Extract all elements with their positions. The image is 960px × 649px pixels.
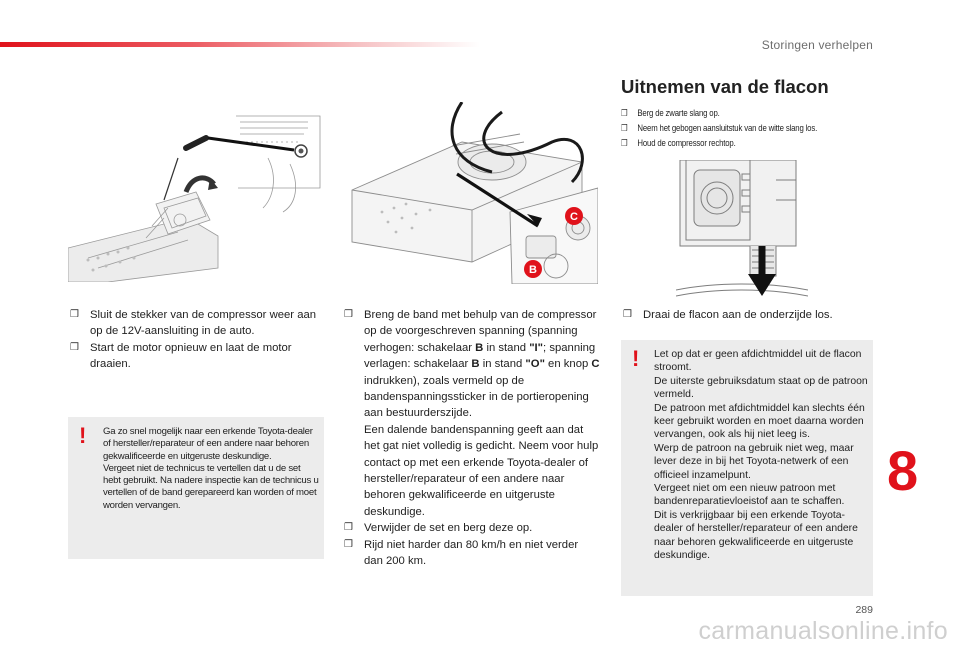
square-bullet-icon: ❒	[344, 522, 353, 534]
warning-box-sealant	[621, 340, 873, 596]
square-bullet-icon: ❒	[621, 138, 628, 148]
figure-compressor-switches	[342, 102, 598, 284]
exclamation-icon: !	[79, 423, 87, 448]
list-item: ❒ Verwijder de set en berg deze op.	[342, 520, 600, 536]
list-item: ❒ Sluit de stekker van de compressor weer aan op de 12V-aansluiting in de auto.	[70, 309, 317, 338]
section-title: Storingen verhelpen	[761, 38, 873, 52]
flacon-steps-list	[621, 106, 881, 151]
list-item: ❒ Breng de band met behulp van de compressor op de voorgeschreven spanning (spanning verhogen: schakelaar B in stand "I"; spanning verlagen: schakelaar B in stand "O" en knop C indrukken), zoals vermeld op de bandenspanningssticker in de portieropening aan bestuurderszijde. Een dalende bandenspanning geeft aan dat het gat niet volledig is gedicht. Neem voor hulp contact op met een erkende Toyota-dealer of hersteller/reparateur of een andere naar behoren gekwalificeerde en uitgeruste deskundige.	[344, 309, 600, 518]
square-bullet-icon: ❒	[344, 538, 353, 550]
list-item: ❒ Start de motor opnieuw en laat de motor draaien.	[70, 341, 292, 371]
label-c-icon	[565, 207, 583, 225]
square-bullet-icon: ❒	[621, 108, 628, 118]
section-heading: Uitnemen van de flacon	[621, 76, 829, 97]
warning-box-repair	[68, 417, 324, 559]
list-item: ❒ Neem het gebogen aansluitstuk van de witte slang los.	[621, 123, 818, 134]
list-item: ❒ Houd de compressor rechtop.	[621, 138, 736, 149]
figure-flacon-removal	[676, 160, 808, 300]
right-step	[621, 307, 873, 323]
page-number: 289	[855, 604, 873, 616]
square-bullet-icon: ❒	[70, 341, 79, 353]
list-item: ❒ Draai de flacon aan de onderzijde los.	[621, 307, 873, 323]
square-bullet-icon: ❒	[623, 309, 632, 320]
chapter-number: 8	[887, 439, 919, 502]
list-item: ❒ Rijd niet harder dan 80 km/h en niet verder dan 200 km.	[344, 538, 579, 568]
square-bullet-icon: ❒	[344, 309, 353, 320]
header-accent-bar	[0, 42, 480, 47]
warning-text: Let op dat er geen afdichtmiddel uit de flacon stroomt. De uiterste gebruiksdatum staat op de patroon vermeld. De patroon met afdichtmiddel kan slechts één keer gebruikt worden en moet daarna worden vervangen, ook als hij niet leeg is. Werp de patroon na gebruik niet weg, maar lever deze in bij het Toyota-netwerk of een officieel inzamelpunt. Vergeet niet om een nieuw patroon met bandenreparatievloeistof aan te schaffen. Dit is verkrijgbaar bij een erkende Toyota-dealer of hersteller/reparateur of een andere naar behoren gekwalificeerde en uitgeruste deskundige.	[654, 349, 868, 562]
svg-text:B: B	[529, 264, 537, 276]
square-bullet-icon: ❒	[621, 123, 628, 133]
exclamation-icon: !	[632, 346, 640, 371]
middle-steps	[342, 307, 600, 570]
warning-text: Ga zo snel mogelijk naar een erkende Toyota-dealer of hersteller/reparateur of een andere naar behoren gekwalificeerde en uitgeruste deskundige. Vergeet niet de technicus te vertellen dat u de set hebt gebruikt. Na nadere inspectie kan de technicus u vertellen of de band gerepareerd kan worden of moet worden vervangen.	[103, 426, 319, 511]
list-item: ❒ Berg de zwarte slang op.	[621, 108, 720, 119]
label-b-icon	[524, 260, 542, 278]
square-bullet-icon: ❒	[70, 309, 79, 320]
svg-text:C: C	[570, 211, 578, 223]
watermark: carmanualsonline.info	[698, 617, 948, 645]
left-steps	[68, 307, 324, 373]
figure-12v-plug	[68, 108, 324, 282]
